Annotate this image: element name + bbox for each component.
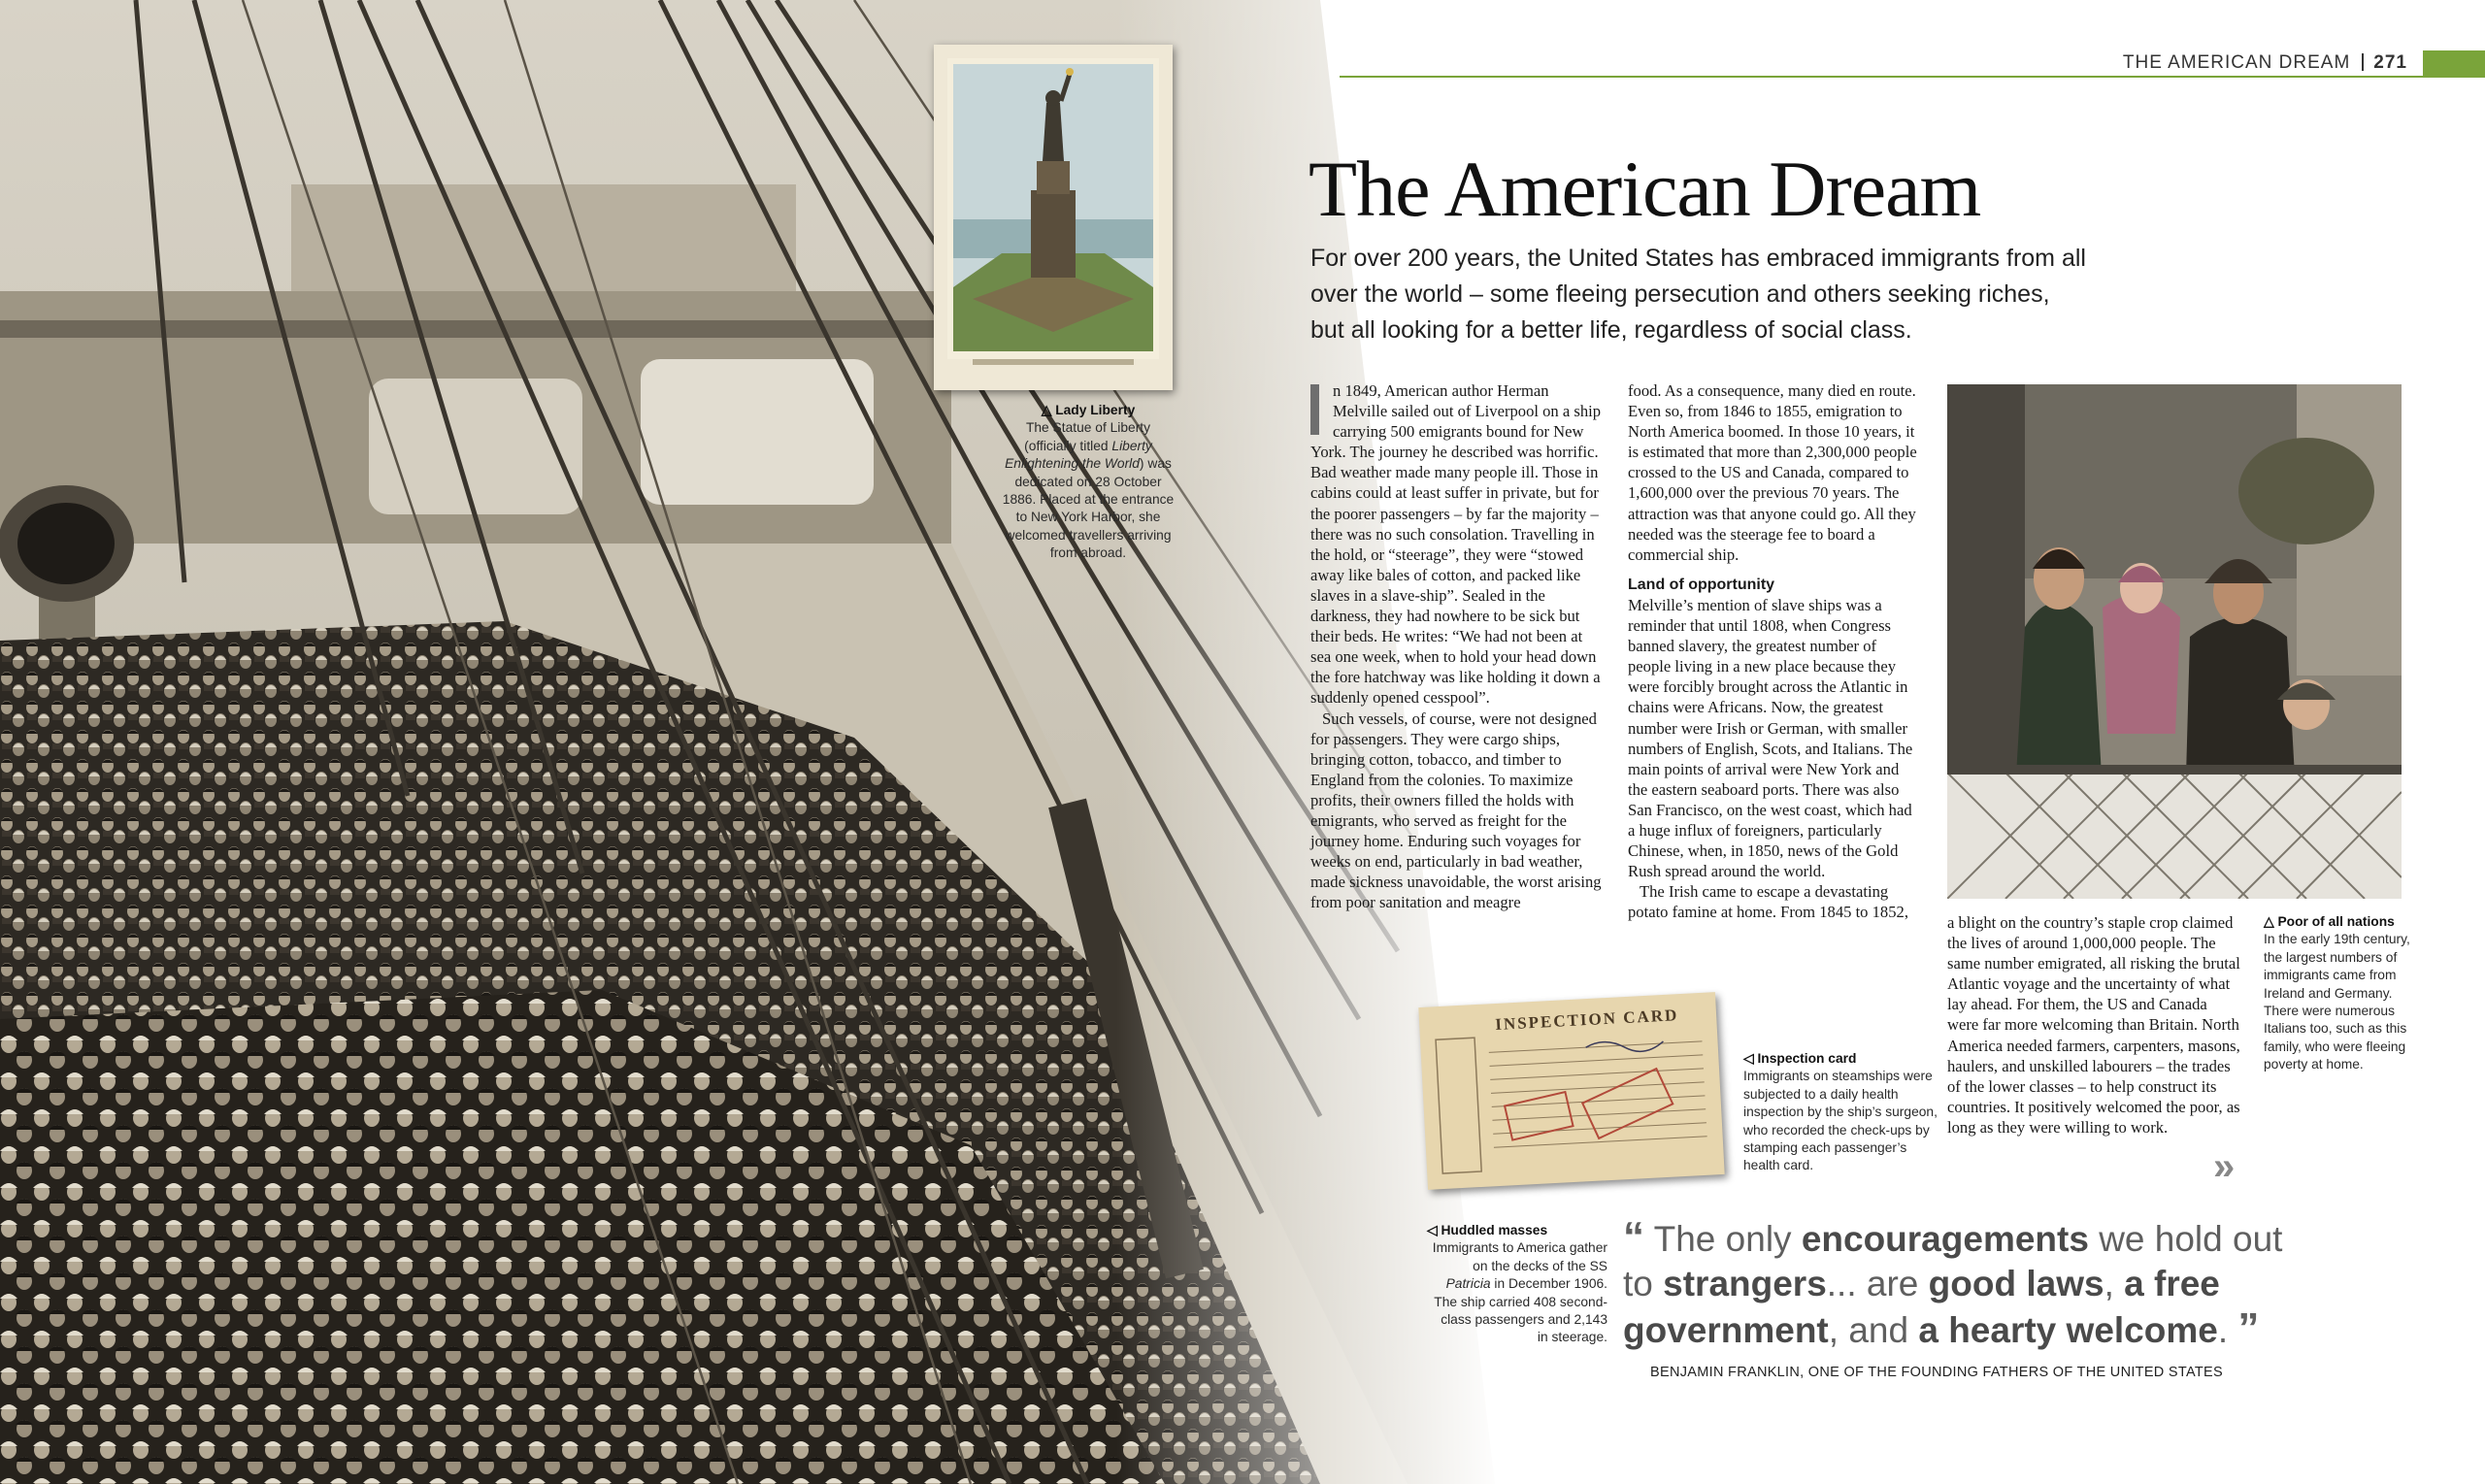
body-paragraph bbox=[1310, 380, 1602, 709]
quote-text: , bbox=[2104, 1264, 2125, 1303]
page-title: The American Dream bbox=[1309, 145, 1981, 233]
quote-text: ... are bbox=[1826, 1264, 1929, 1303]
quote-attribution: BENJAMIN FRANKLIN, ONE OF THE FOUNDING FATHERS OF THE UNITED STATES bbox=[1650, 1365, 2223, 1380]
running-header bbox=[2058, 50, 2485, 80]
quote-bold: a hearty welcome bbox=[1918, 1310, 2218, 1350]
page-number: 271 bbox=[2373, 52, 2407, 73]
caption-liberty-text: The Statue of Liberty (officially titled bbox=[1024, 420, 1151, 453]
header-text bbox=[2123, 52, 2407, 74]
col1-text: n 1849, American author Herman Melville sailed out of Liverpool on a ship carrying 500 emigrants bound for New York. The journey he described was horrific. Bad weather made many people ill. Those in cabins could at least suffer in private, but for the poorer passengers – by far the majority – there was no such consolation. Travelling in the hold, or “steerage”, they were “stowed away like bales of cotton, and packed like slaves in a slave-ship”. Sealed in the darkness, they had nowhere to be sick but their beds. He writes: “We had not been at sea one week, when to hold your head down the fore hatchway was like holding it down a suddenly opened cesspool”. bbox=[1310, 381, 1602, 708]
quote-bold: a free government bbox=[1623, 1264, 2220, 1350]
triangle-icon: △ bbox=[2264, 914, 2274, 929]
caption-huddled-italic: Patricia bbox=[1445, 1276, 1491, 1292]
caption-liberty-head: Lady Liberty bbox=[1055, 403, 1136, 417]
header-divider bbox=[2362, 53, 2364, 71]
pull-quote bbox=[1623, 1215, 2303, 1353]
body-column-3 bbox=[1947, 912, 2240, 1138]
quote-bold: good laws bbox=[1928, 1264, 2104, 1303]
drop-cap-i bbox=[1310, 384, 1319, 435]
quote-bold: strangers bbox=[1663, 1264, 1827, 1303]
inspection-card-image bbox=[1418, 992, 1724, 1190]
caption-liberty-text-end: ) was dedicated on 28 October 1886. Placed at the entrance to New York Harbor, she welcomed travellers arriving from abroad. bbox=[1002, 456, 1175, 561]
caption-lady-liberty bbox=[1000, 402, 1176, 563]
inspection-card-heading: INSPECTION CARD bbox=[1494, 1006, 1679, 1035]
quote-text: . bbox=[2217, 1310, 2229, 1350]
caption-huddled-text-end: in December 1906. The ship carried 408 second-class passengers and 2,143 in steerage. bbox=[1434, 1276, 1607, 1345]
body-paragraph: Melville’s mention of slave ships was a reminder that until 1808, when Congress banned slavery, the greatest number of people living in a new place because they were forcibly brought across the Atlantic in chains were Africans. Now, the greatest number were Irish or German, with smaller numbers of English, Scots, and Italians. The main points of arrival were New York and the eastern seaboard ports. There was also San Francisco, on the west coast, which had a huge influx of foreigners, particularly Chinese, when, in 1850, news of the Gold Rush spread around the world. bbox=[1628, 595, 1913, 881]
quote-text: The only bbox=[1653, 1219, 1802, 1259]
caption-poor-head: Poor of all nations bbox=[2277, 914, 2395, 929]
caption-inspection-text: Immigrants on steamships were subjected to a daily health inspection by the ship’s surgeon, who recorded the check-ups by stamping each passenger’s health card. bbox=[1743, 1069, 1938, 1173]
header-rule bbox=[1340, 76, 2485, 78]
lady-liberty-print bbox=[934, 45, 1173, 390]
triangle-icon: △ bbox=[1041, 403, 1052, 417]
continue-chevron-icon: » bbox=[2213, 1145, 2236, 1188]
caption-liberty-italic: Liberty Enlightening the World bbox=[1005, 438, 1152, 472]
caption-huddled-head: Huddled masses bbox=[1441, 1223, 1548, 1237]
header-color-tab bbox=[2423, 50, 2485, 78]
caption-inspection-card bbox=[1743, 1050, 1938, 1175]
intro-paragraph: For over 200 years, the United States has embraced immigrants from all over the world – some fleeing persecution and others seeking riches, but all looking for a better life, regardless of social class. bbox=[1310, 245, 2086, 344]
caption-huddled-text: Immigrants to America gather on the decks of the SS bbox=[1432, 1240, 1607, 1273]
quote-text: we hold out to bbox=[1623, 1219, 2283, 1303]
triangle-left-icon: ◁ bbox=[1743, 1051, 1754, 1066]
immigrant-family-photo bbox=[1947, 384, 2402, 899]
close-quote-icon: ” bbox=[2237, 1304, 2260, 1352]
triangle-left-icon: ◁ bbox=[1427, 1223, 1438, 1237]
caption-huddled-masses bbox=[1427, 1222, 1607, 1347]
quote-text: , and bbox=[1828, 1310, 1919, 1350]
caption-poor-of-all-nations bbox=[2264, 913, 2419, 1074]
subhead-land-of-opportunity: Land of opportunity bbox=[1628, 576, 1775, 593]
body-paragraph: Such vessels, of course, were not designed for passengers. They were cargo ships, bringing cotton, tobacco, and timber to England from the colonies. To maximize profits, their owners filled the holds with emigrants, who served as freight for the journey home. Enduring such voyages for weeks on end, particularly in bad weather, made sickness unavoidable, the worst arising from poor sanitation and meagre bbox=[1310, 709, 1602, 912]
open-quote-icon: “ bbox=[1623, 1213, 1644, 1261]
body-column-2 bbox=[1628, 380, 1919, 922]
body-paragraph: a blight on the country’s staple crop claimed the lives of around 1,000,000 people. The same number emigrated, all risking the brutal Atlantic voyage and the uncertainty of what lay ahead. For them, the US and Canada were far more welcoming than Britain. North America needed farmers, carpenters, masons, haulers, and unskilled labourers – the trades of the lower classes – to help construct its countries. It positively welcomed the poor, as long as they were willing to work. bbox=[1947, 913, 2240, 1137]
body-column-1 bbox=[1310, 380, 1602, 912]
quote-bold: encouragements bbox=[1801, 1219, 2089, 1259]
caption-poor-text: In the early 19th century, the largest numbers of immigrants came from Ireland and Germany. There were numerous Italians too, such as this family, who were fleeing poverty at home. bbox=[2264, 932, 2410, 1072]
body-paragraph: The Irish came to escape a devastating potato famine at home. From 1845 to 1852, bbox=[1628, 882, 1908, 922]
body-paragraph: food. As a consequence, many died en route. Even so, from 1846 to 1855, emigration to North America boomed. In those 10 years, it is estimated that more than 2,300,000 people crossed to the US and Canada, compared to 1,600,000 over the previous 70 years. The attraction was that anyone could go. All they needed was the steerage fee to board a commercial ship. bbox=[1628, 381, 1917, 564]
header-section: THE AMERICAN DREAM bbox=[2122, 52, 2351, 73]
caption-inspection-head: Inspection card bbox=[1757, 1051, 1857, 1066]
